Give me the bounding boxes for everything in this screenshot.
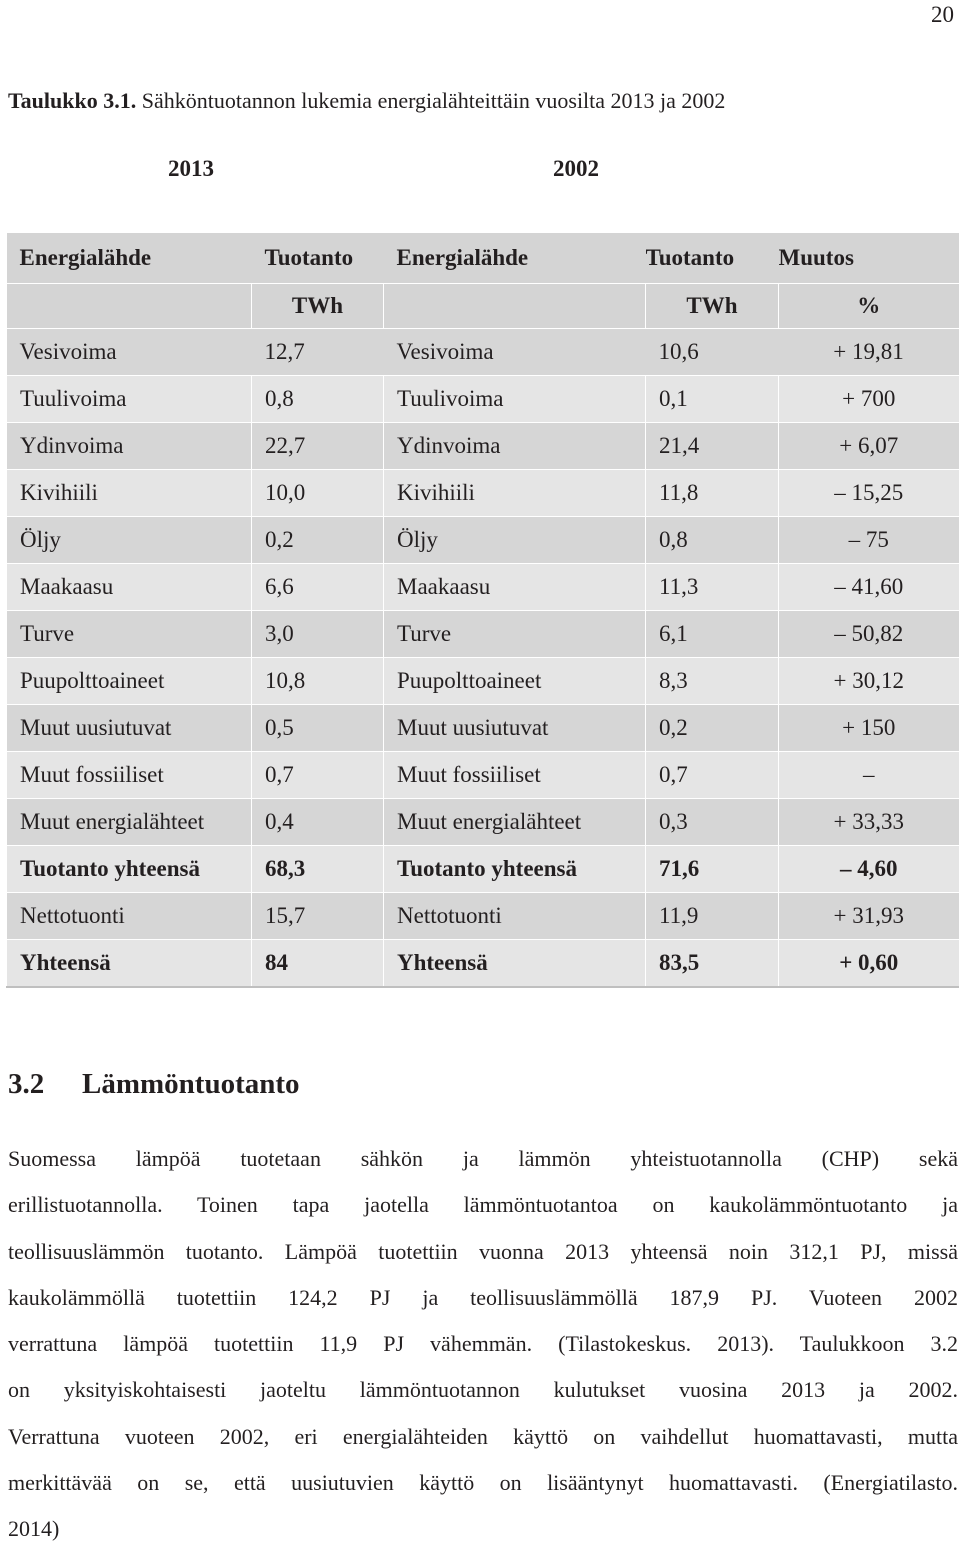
cell-source-2013: Ydinvoima — [7, 423, 252, 470]
cell-source-2002: Yhteensä — [384, 940, 646, 988]
cell-value-2002: 0,7 — [646, 752, 779, 799]
year-2002-heading: 2002 — [553, 156, 599, 181]
cell-source-2002: Maakaasu — [384, 564, 646, 611]
paragraph-line: merkittävää on se, että uusiutuvien käyttö on lisääntynyt huomattavasti. (Energiatilasto. — [8, 1470, 958, 1496]
paragraph-line: 2014) — [8, 1516, 60, 1542]
header-production-2002: Tuotanto — [646, 233, 779, 284]
cell-source-2002: Muut uusiutuvat — [384, 705, 646, 752]
paragraph-line: Suomessa lämpöä tuotetaan sähkön ja lämmön yhteistuotannolla (CHP) sekä — [8, 1146, 958, 1171]
cell-source-2013: Maakaasu — [7, 564, 252, 611]
cell-value-2013: 12,7 — [252, 329, 384, 376]
table-row — [7, 611, 959, 658]
unit-source-2002 — [384, 284, 646, 329]
table-caption-text: Sähköntuotannon lukemia energialähteittäin vuosilta 2013 ja 2002 — [136, 88, 726, 113]
table-row — [7, 893, 959, 940]
cell-change: – — [779, 752, 959, 799]
cell-change: – 75 — [779, 517, 959, 564]
year-2013-heading: 2013 — [168, 156, 214, 181]
table-body — [7, 329, 959, 988]
cell-value-2002: 0,2 — [646, 705, 779, 752]
cell-source-2002: Nettotuonti — [384, 893, 646, 940]
section-title: Lämmöntuotanto — [82, 1068, 300, 1100]
cell-value-2013: 0,5 — [252, 705, 384, 752]
cell-change: + 700 — [779, 376, 959, 423]
header-source-2002: Energialähde — [384, 233, 646, 284]
cell-source-2002: Vesivoima — [384, 329, 646, 376]
table-unit-row — [7, 284, 959, 329]
cell-source-2013: Tuulivoima — [7, 376, 252, 423]
cell-change: + 150 — [779, 705, 959, 752]
cell-value-2013: 10,8 — [252, 658, 384, 705]
cell-value-2002: 0,1 — [646, 376, 779, 423]
paragraph-line: kaukolämmöllä tuotettiin 124,2 PJ ja teollisuuslämmöllä 187,9 PJ. Vuoteen 2002 — [8, 1284, 958, 1310]
page-number: 20 — [931, 2, 954, 27]
cell-source-2013: Vesivoima — [7, 329, 252, 376]
table-row — [7, 752, 959, 799]
cell-value-2002: 71,6 — [646, 846, 779, 893]
cell-change: – 15,25 — [779, 470, 959, 517]
cell-value-2013: 84 — [252, 940, 384, 988]
cell-source-2013: Nettotuonti — [7, 893, 252, 940]
cell-value-2002: 11,3 — [646, 564, 779, 611]
cell-change: – 41,60 — [779, 564, 959, 611]
cell-value-2013: 0,2 — [252, 517, 384, 564]
cell-value-2013: 6,6 — [252, 564, 384, 611]
table-row — [7, 470, 959, 517]
cell-source-2002: Puupolttoaineet — [384, 658, 646, 705]
cell-value-2013: 0,7 — [252, 752, 384, 799]
cell-change: + 19,81 — [779, 329, 959, 376]
unit-source-2013 — [7, 284, 252, 329]
paragraph-line: on yksityiskohtaisesti jaoteltu lämmöntuotannon kulutukset vuosina 2013 ja 2002. — [8, 1377, 958, 1403]
cell-value-2002: 0,3 — [646, 799, 779, 846]
cell-change: + 31,93 — [779, 893, 959, 940]
unit-production-2013: TWh — [252, 284, 384, 329]
cell-source-2013: Öljy — [7, 517, 252, 564]
cell-source-2013: Yhteensä — [7, 940, 252, 988]
cell-value-2002: 0,8 — [646, 517, 779, 564]
cell-change: + 0,60 — [779, 940, 959, 988]
cell-source-2002: Kivihiili — [384, 470, 646, 517]
cell-value-2002: 6,1 — [646, 611, 779, 658]
unit-production-2002: TWh — [646, 284, 779, 329]
table-row — [7, 846, 959, 893]
cell-value-2013: 0,4 — [252, 799, 384, 846]
table-caption-label: Taulukko 3.1. — [8, 88, 137, 113]
cell-source-2002: Muut fossiiliset — [384, 752, 646, 799]
cell-change: + 33,33 — [779, 799, 959, 846]
table-row — [7, 705, 959, 752]
cell-value-2002: 21,4 — [646, 423, 779, 470]
cell-source-2013: Muut uusiutuvat — [7, 705, 252, 752]
cell-source-2013: Kivihiili — [7, 470, 252, 517]
table-caption — [8, 88, 725, 114]
paragraph-line: Verrattuna vuoteen 2002, eri energialähteiden käyttö on vaihdellut huomattavasti, mutta — [8, 1423, 958, 1449]
paragraph-line: erillistuotannolla. Toinen tapa jaotella lämmöntuotantoa on kaukolämmöntuotanto ja — [8, 1192, 958, 1218]
cell-value-2002: 8,3 — [646, 658, 779, 705]
table-row — [7, 376, 959, 423]
body-paragraph — [8, 1136, 958, 1553]
cell-change: – 50,82 — [779, 611, 959, 658]
cell-value-2013: 10,0 — [252, 470, 384, 517]
cell-value-2002: 11,9 — [646, 893, 779, 940]
cell-value-2013: 15,7 — [252, 893, 384, 940]
table-row — [7, 517, 959, 564]
cell-value-2002: 83,5 — [646, 940, 779, 988]
paragraph-line: verrattuna lämpöä tuotettiin 11,9 PJ vähemmän. (Tilastokeskus. 2013). Taulukkoon 3.2 — [8, 1331, 958, 1357]
unit-change: % — [779, 284, 959, 329]
cell-source-2013: Muut energialähteet — [7, 799, 252, 846]
table-row — [7, 658, 959, 705]
cell-source-2013: Muut fossiiliset — [7, 752, 252, 799]
cell-source-2002: Ydinvoima — [384, 423, 646, 470]
cell-value-2013: 0,8 — [252, 376, 384, 423]
cell-value-2002: 10,6 — [646, 329, 779, 376]
cell-source-2013: Turve — [7, 611, 252, 658]
table-row — [7, 940, 959, 988]
electricity-production-table — [6, 232, 959, 988]
cell-value-2013: 3,0 — [252, 611, 384, 658]
table-row — [7, 564, 959, 611]
cell-source-2002: Tuulivoima — [384, 376, 646, 423]
paragraph-line: teollisuuslämmön tuotanto. Lämpöä tuotettiin vuonna 2013 yhteensä noin 312,1 PJ, missä — [8, 1238, 958, 1264]
table-row — [7, 799, 959, 846]
table-row — [7, 423, 959, 470]
header-change: Muutos — [779, 233, 959, 284]
cell-change: + 30,12 — [779, 658, 959, 705]
cell-change: – 4,60 — [779, 846, 959, 893]
header-production-2013: Tuotanto — [252, 233, 384, 284]
cell-source-2002: Muut energialähteet — [384, 799, 646, 846]
cell-source-2002: Tuotanto yhteensä — [384, 846, 646, 893]
cell-change: + 6,07 — [779, 423, 959, 470]
header-source-2013: Energialähde — [7, 233, 252, 284]
cell-value-2002: 11,8 — [646, 470, 779, 517]
section-number: 3.2 — [8, 1068, 45, 1100]
table-header-row — [7, 233, 959, 284]
cell-value-2013: 68,3 — [252, 846, 384, 893]
cell-source-2002: Turve — [384, 611, 646, 658]
cell-source-2013: Tuotanto yhteensä — [7, 846, 252, 893]
section-heading — [8, 1068, 300, 1101]
cell-source-2002: Öljy — [384, 517, 646, 564]
cell-source-2013: Puupolttoaineet — [7, 658, 252, 705]
table-row — [7, 329, 959, 376]
cell-value-2013: 22,7 — [252, 423, 384, 470]
